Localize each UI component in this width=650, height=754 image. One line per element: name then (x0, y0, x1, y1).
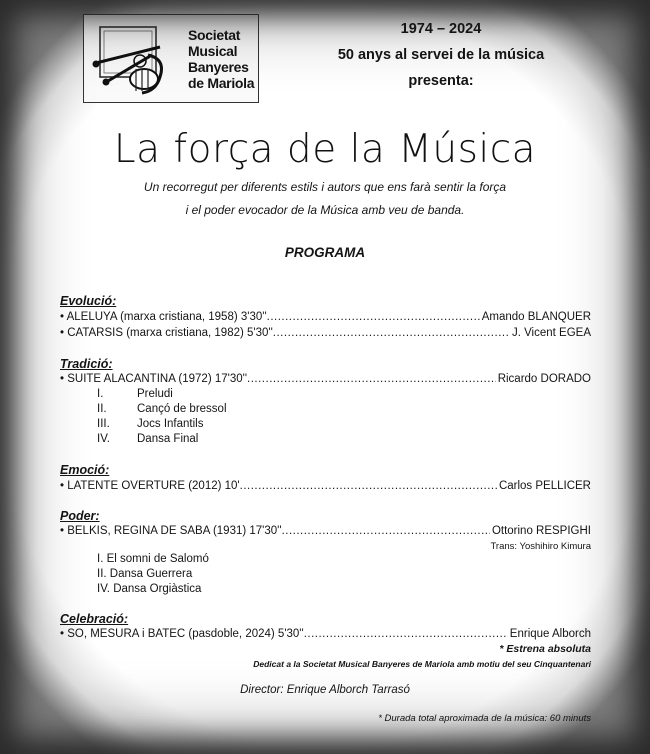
composer-name: Ottorino RESPIGHI (491, 525, 591, 537)
dot-leader (273, 326, 510, 341)
work-title: • LATENTE OVERTURE (2012) 10' (60, 480, 240, 492)
duration-footnote: * Durada total aproximada de la música: 60 minuts (378, 713, 591, 724)
movement-name: Dansa Final (137, 433, 199, 445)
subtitle-line-2: i el poder evocador de la Música amb veu de banda. (185, 203, 465, 217)
program-entry (60, 479, 591, 494)
work-title: • SO, MESURA i BATEC (pasdoble, 2024) 5'30'' (60, 628, 304, 640)
logo-wordmark (188, 27, 260, 91)
composer-name: Amando BLANQUER (481, 311, 591, 323)
composer-name: J. Vicent EGEA (511, 327, 591, 339)
program-entry (60, 524, 591, 539)
subtitle-line-1: Un recorregut per diferents estils i autors que ens farà sentir la força (143, 180, 507, 194)
movement-line (97, 387, 173, 402)
section-heading-evolucio: Evolució: (60, 294, 117, 308)
program-entry (60, 372, 591, 387)
movement-line: II. Dansa Guerrera (97, 568, 193, 580)
movement-name: Jocs Infantils (137, 418, 204, 430)
movement-line: IV. Dansa Orgiàstica (97, 583, 202, 595)
logo-line: Musical (188, 43, 238, 59)
society-logo (83, 14, 259, 103)
movement-number: IV. (97, 433, 111, 445)
movement-line: I. El somni de Salomó (97, 553, 209, 565)
movement-line (97, 417, 203, 432)
movement-name: Cançó de bressol (137, 403, 227, 415)
director-credit: Director: Enrique Alborch Tarrasó (240, 684, 410, 696)
movement-number: III. (97, 418, 110, 430)
dot-leader (282, 524, 490, 539)
concert-title: La força de la Música (113, 127, 537, 172)
composer-name: Enrique Alborch (509, 628, 591, 640)
work-title: • SUITE ALACANTINA (1972) 17'30'' (60, 373, 248, 385)
logo-line: de Mariola (188, 75, 255, 91)
dot-leader (267, 310, 480, 325)
movement-line (97, 402, 227, 417)
program-entry (60, 326, 591, 341)
composer-name: Carlos PELLICER (498, 480, 591, 492)
program-entry (60, 310, 591, 325)
logo-line: Banyeres (188, 59, 249, 75)
movement-line (97, 432, 198, 447)
dot-leader (304, 627, 508, 642)
section-heading-tradicio: Tradició: (60, 357, 113, 371)
presents-label: presenta: (408, 73, 474, 89)
anniversary-tagline: 50 anys al servei de la música (337, 47, 545, 63)
dot-leader (240, 479, 497, 494)
composer-name: Ricardo DORADO (497, 373, 591, 385)
movement-number: II. (97, 403, 107, 415)
arranger-note: Trans: Yoshihiro Kimura (490, 541, 591, 552)
work-title: • ALELUYA (marxa cristiana, 1958) 3'30'' (60, 311, 267, 323)
music-instruments-icon (90, 21, 178, 99)
section-heading-celebracio: Celebració: (60, 612, 129, 626)
premiere-note: * Estrena absoluta (499, 643, 591, 655)
movement-name: Preludi (137, 388, 173, 400)
programa-heading: PROGRAMA (284, 245, 366, 260)
anniversary-years: 1974 – 2024 (400, 21, 482, 37)
movement-number: I. (97, 388, 104, 400)
work-title: • BELKIS, REGINA DE SABA (1931) 17'30'' (60, 525, 282, 537)
program-entry (60, 627, 591, 642)
logo-line: Societat (188, 27, 241, 43)
section-heading-emocio: Emoció: (60, 463, 110, 477)
anniversary-header (300, 16, 582, 94)
dedication-note: Dedicat a la Societat Musical Banyeres de Mariola amb motiu del seu Cinquantenari (253, 659, 591, 669)
dot-leader (247, 372, 496, 387)
section-heading-poder: Poder: (60, 509, 100, 523)
work-title: • CATARSIS (marxa cristiana, 1982) 5'30'' (60, 327, 273, 339)
